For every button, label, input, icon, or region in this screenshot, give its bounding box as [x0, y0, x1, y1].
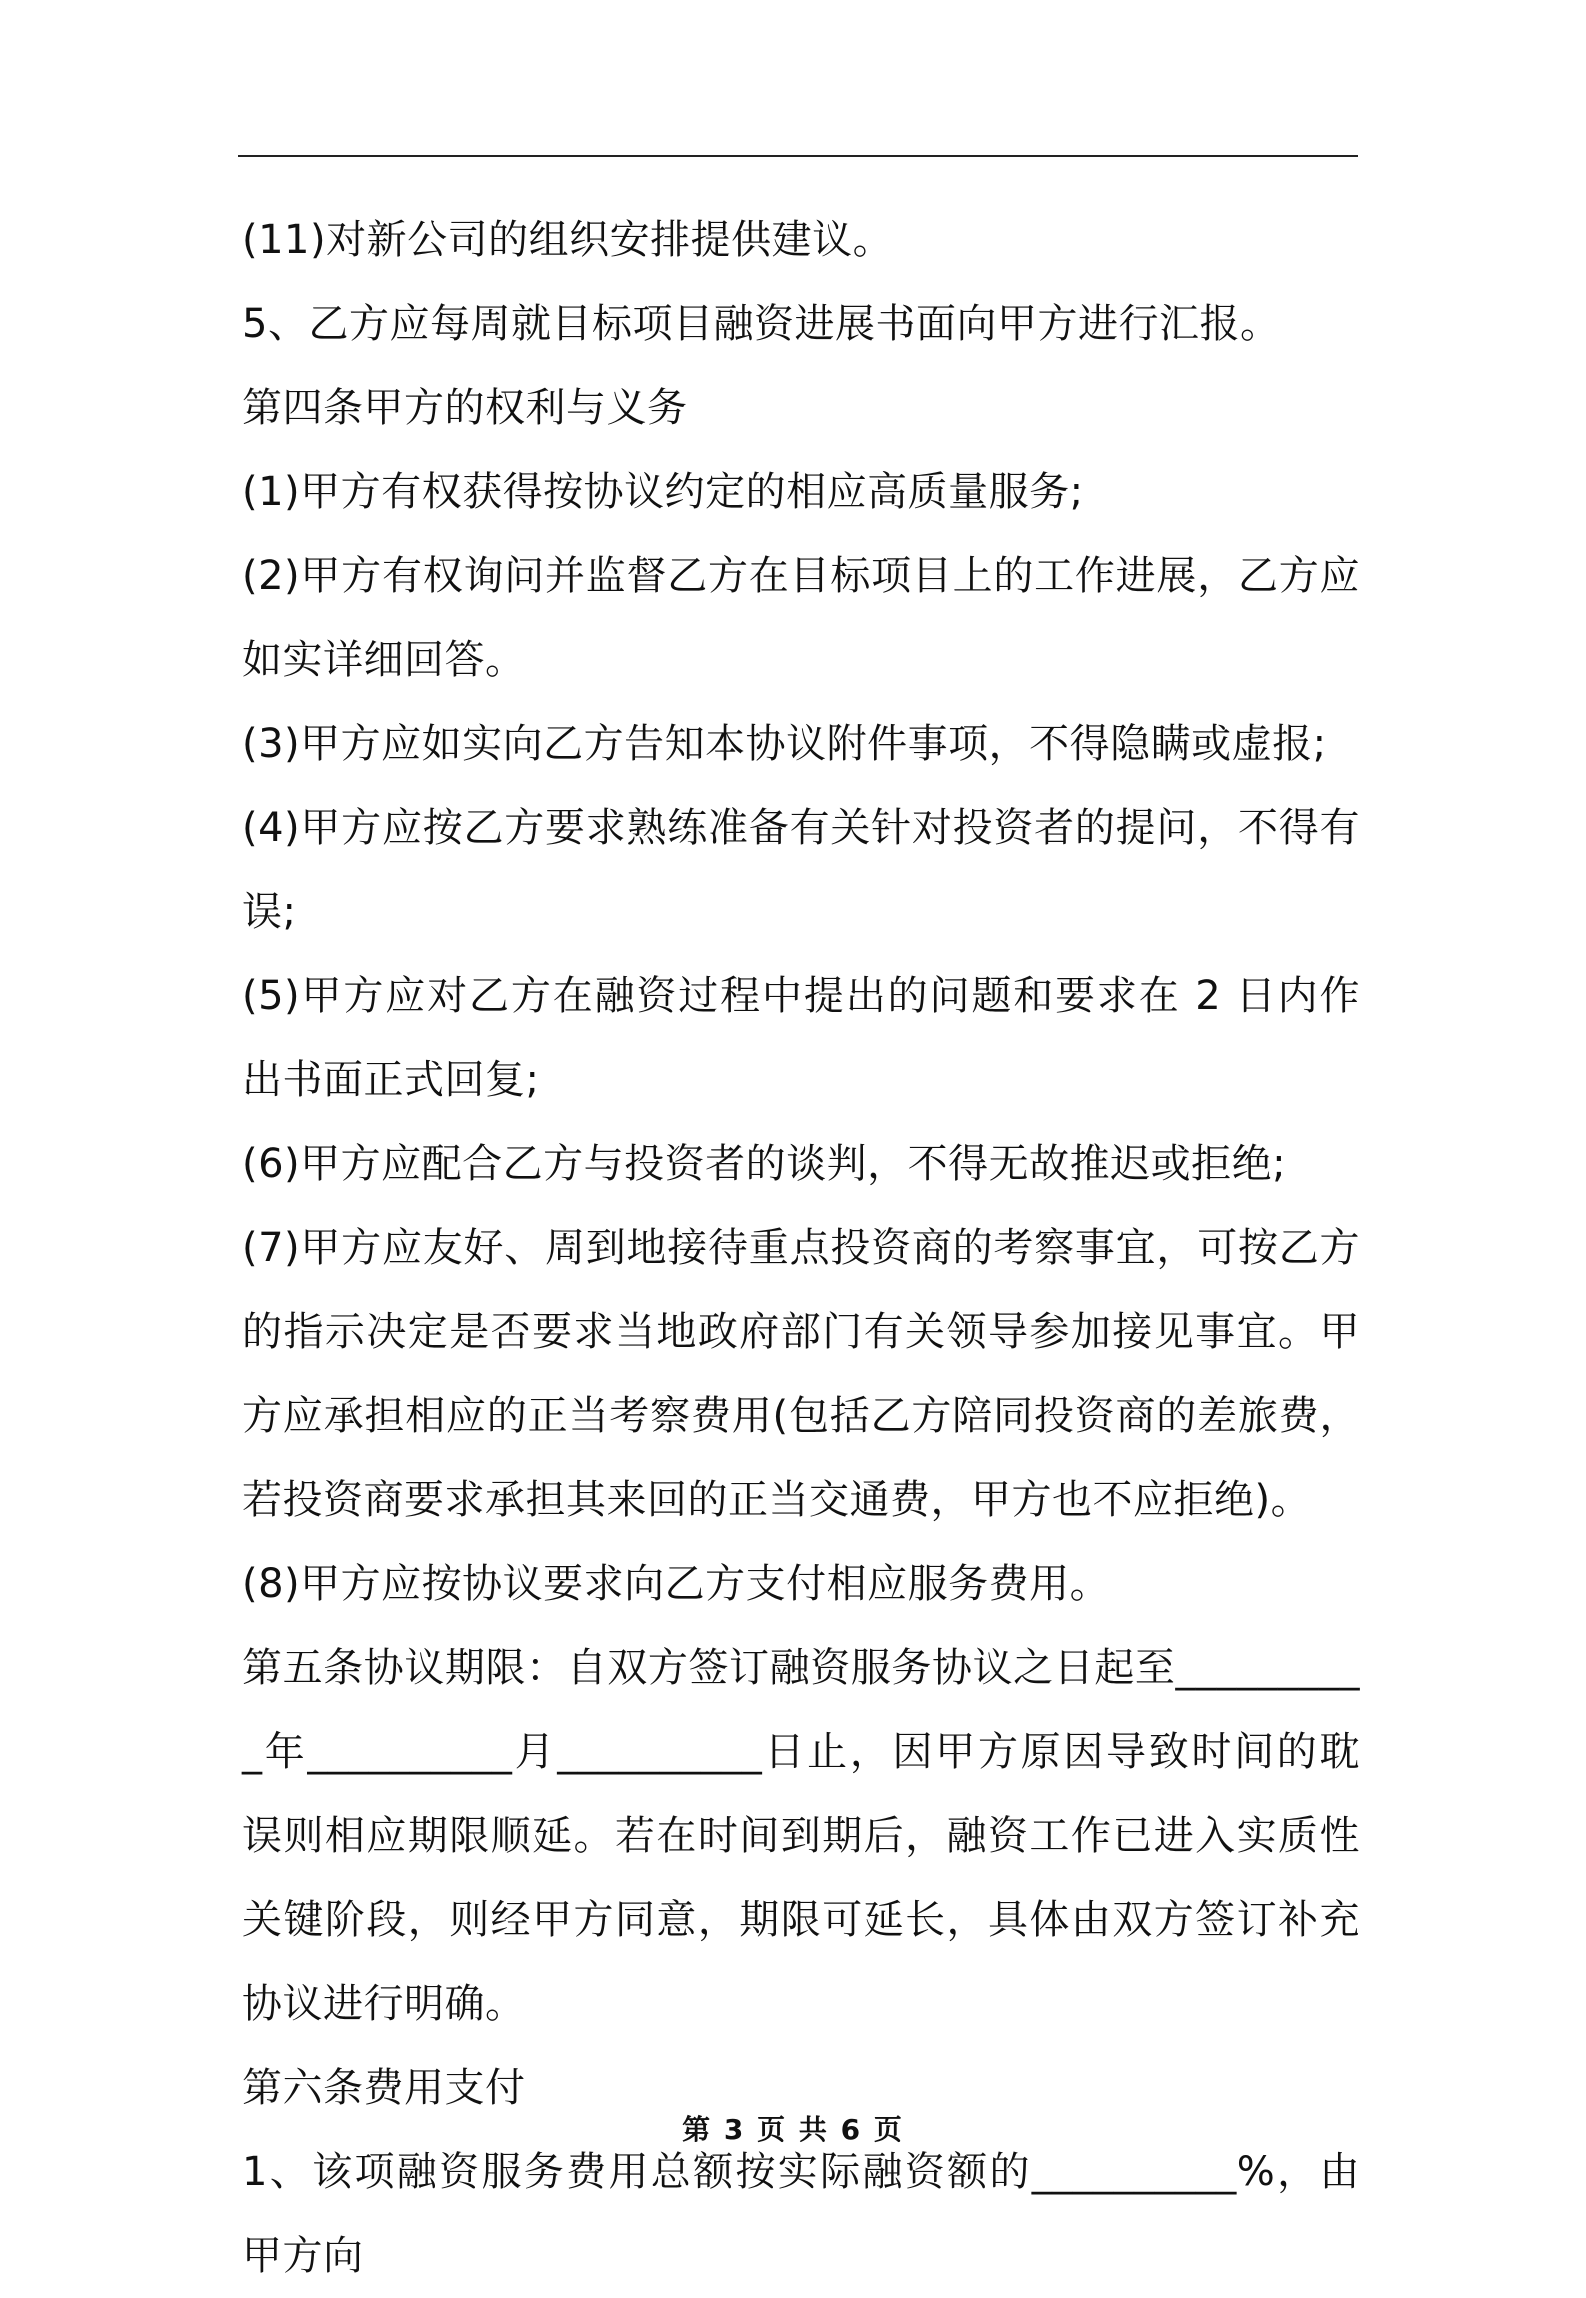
paragraph-item-3: (3)甲方应如实向乙方告知本协议附件事项，不得隐瞒或虚报; [242, 721, 1327, 767]
paragraph-item-8: (8)甲方应按协议要求向乙方支付相应服务费用。 [242, 1561, 1111, 1607]
section-heading-article-6: 第六条费用支付 [242, 2065, 526, 2111]
paragraph-article-5-term: 第五条协议期限：自双方签订融资服务协议之日起至__________年__________月__________日止，因甲方原因导致时间的耽误则相应期限顺延。若在时间到期后，融资工作已进入实质性关键阶段，则经甲方同意，期限可延长，具体由双方签订补充协议进行明确。 [242, 1645, 1360, 2027]
paragraph-item-11: (11)对新公司的组织安排提供建议。 [242, 217, 894, 263]
paragraph-fee-clause-1: 1、该项融资服务费用总额按实际融资额的__________%，由甲方向 [242, 2149, 1360, 2279]
paragraph-item-1: (1)甲方有权获得按协议约定的相应高质量服务; [242, 469, 1084, 515]
document-body [242, 198, 1360, 2298]
paragraph-clause-5: 5、乙方应每周就目标项目融资进展书面向甲方进行汇报。 [242, 301, 1281, 347]
paragraph-item-7: (7)甲方应友好、周到地接待重点投资商的考察事宜，可按乙方的指示决定是否要求当地政府部门有关领导参加接见事宜。甲方应承担相应的正当考察费用(包括乙方陪同投资商的差旅费，若投资商要求承担其来回的正当交通费，甲方也不应拒绝)。 [242, 1225, 1360, 1523]
paragraph-item-2: (2)甲方有权询问并监督乙方在目标项目上的工作进展，乙方应如实详细回答。 [242, 553, 1360, 683]
page-number-footer: 第 3 页 共 6 页 [682, 2113, 904, 2146]
section-heading-article-4: 第四条甲方的权利与义务 [242, 385, 688, 431]
header-rule [238, 155, 1358, 157]
paragraph-item-5: (5)甲方应对乙方在融资过程中提出的问题和要求在 2 日内作出书面正式回复; [242, 973, 1360, 1103]
paragraph-item-4: (4)甲方应按乙方要求熟练准备有关针对投资者的提问，不得有误; [242, 805, 1360, 935]
paragraph-item-6: (6)甲方应配合乙方与投资者的谈判，不得无故推迟或拒绝; [242, 1141, 1287, 1187]
